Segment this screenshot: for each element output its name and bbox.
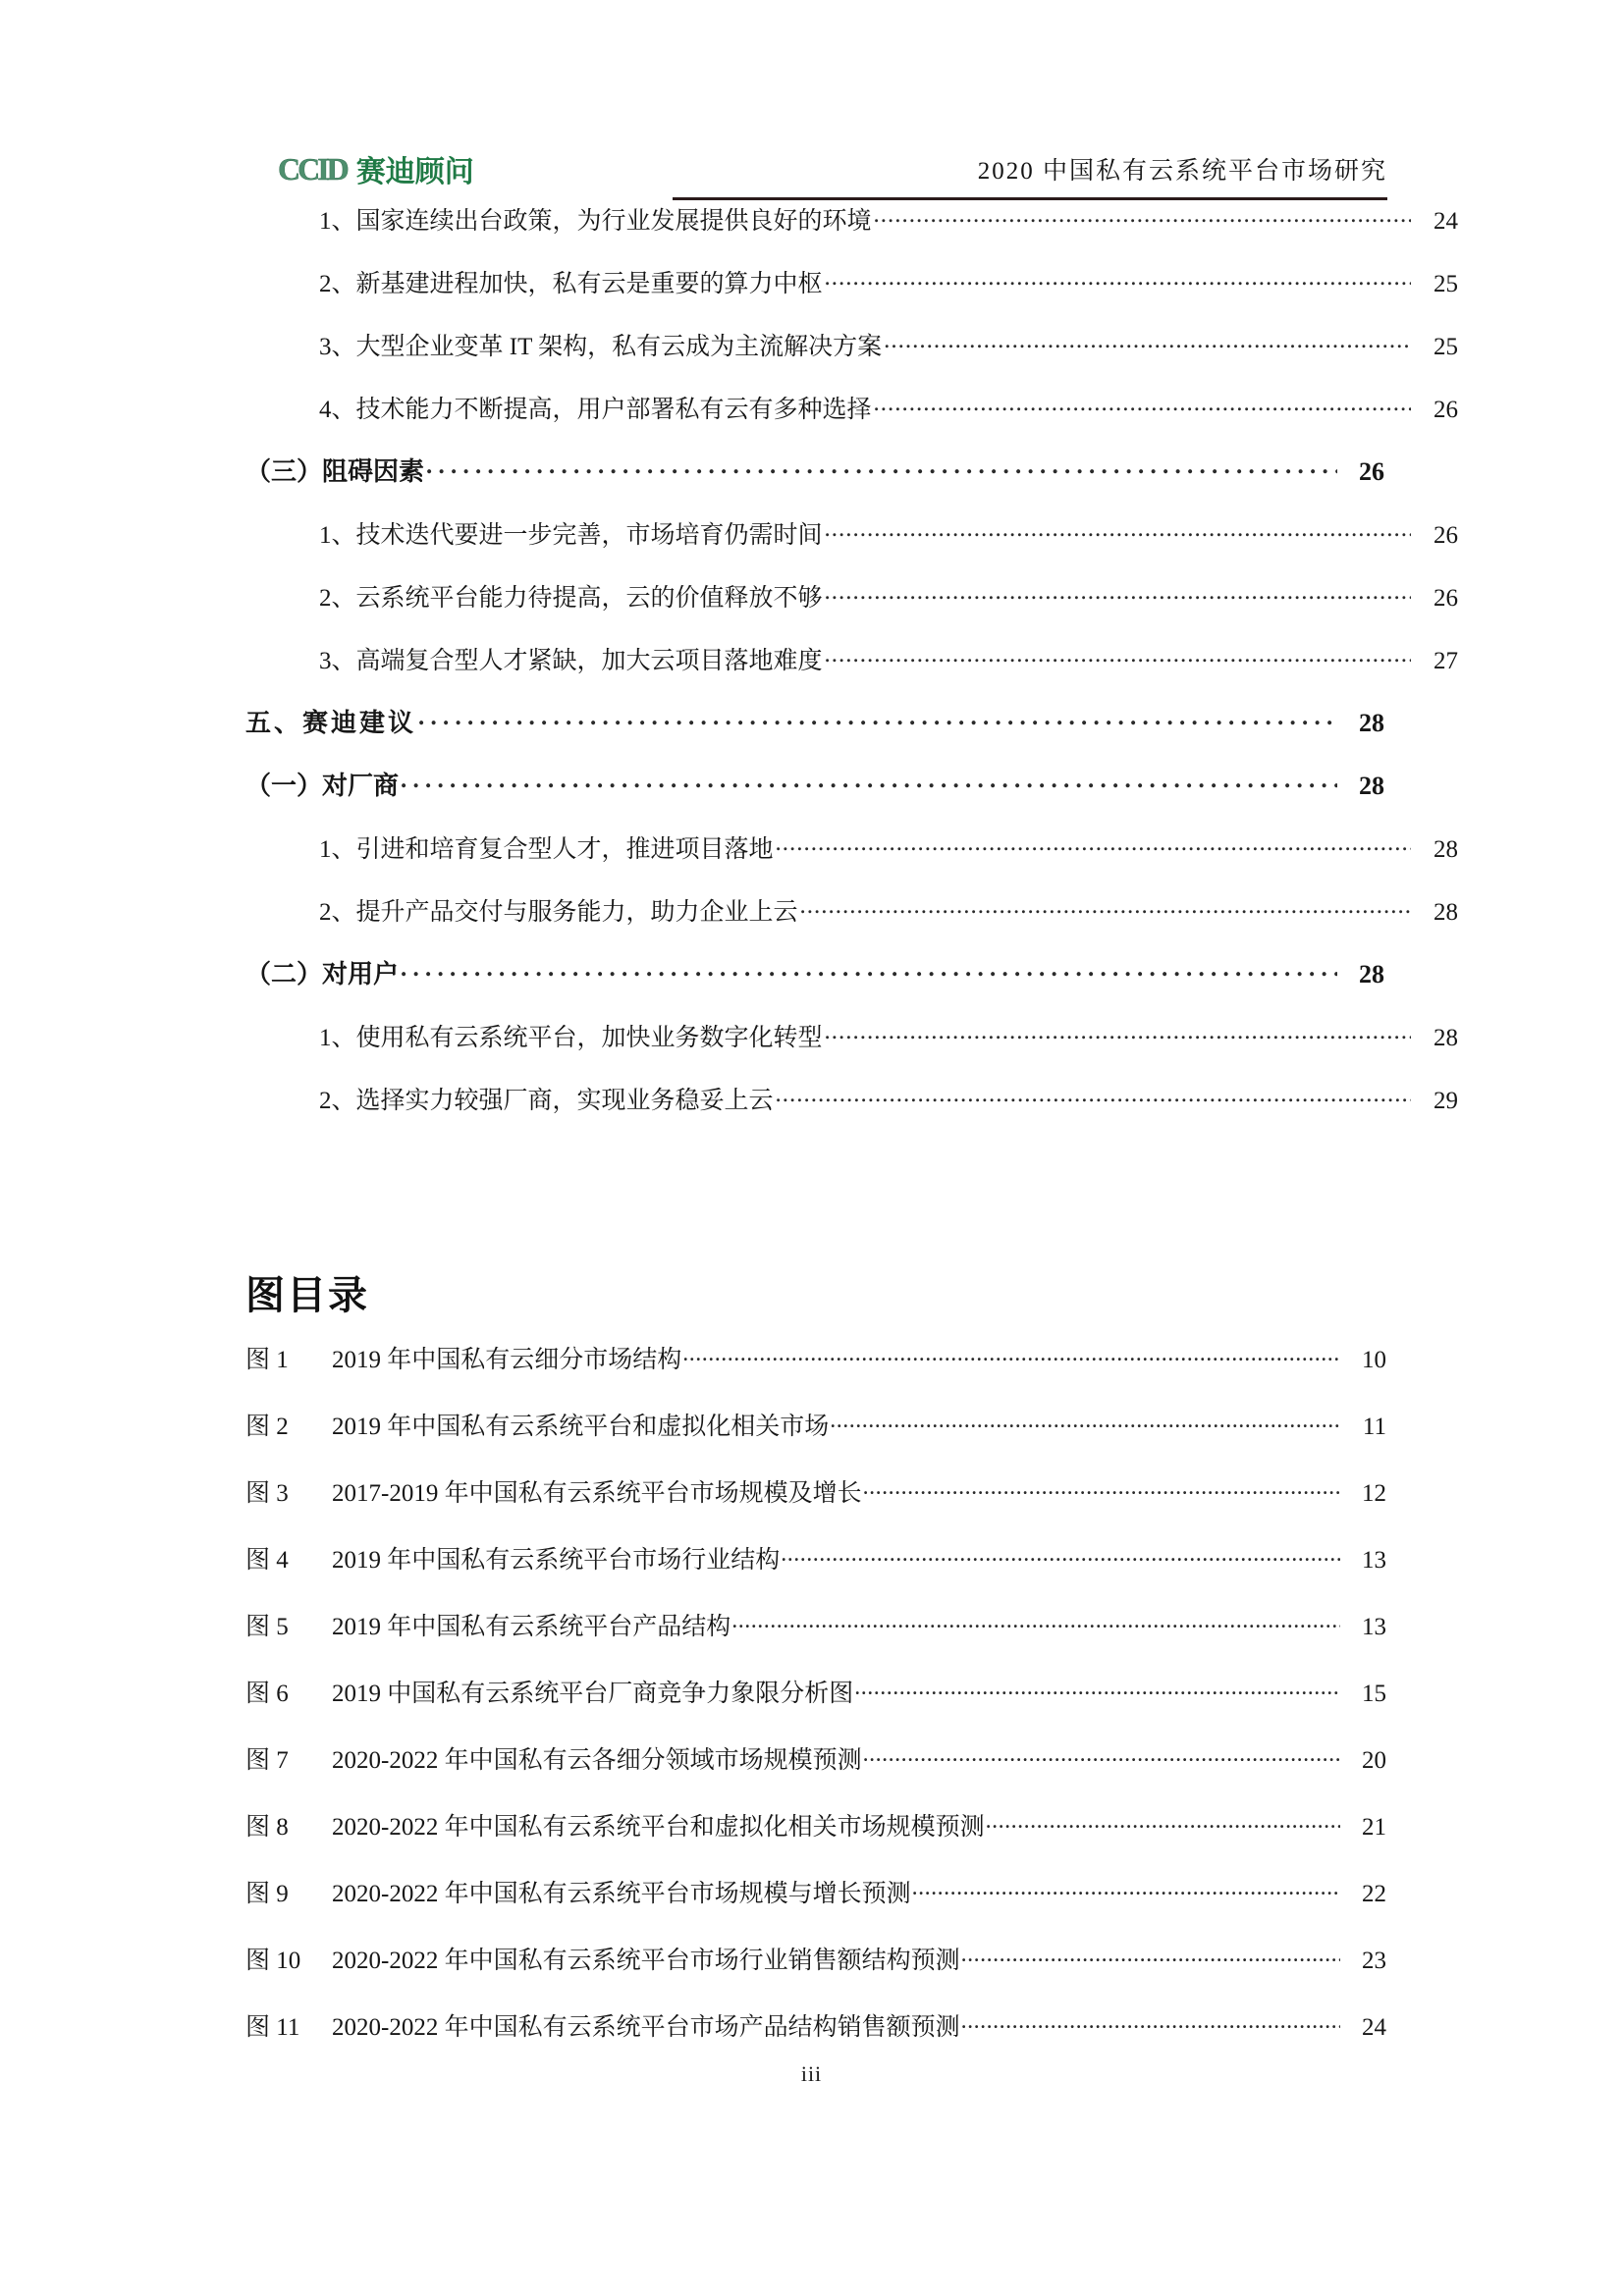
toc-entry-label: 1、国家连续出台政策，为行业发展提供良好的环境 xyxy=(319,208,872,235)
figure-entry[interactable] xyxy=(245,1476,1386,1506)
footer-page-number: iii xyxy=(800,2061,823,2086)
toc-entry-label: 2、提升产品交付与服务能力，助力企业上云 xyxy=(319,899,798,926)
figure-entry-label: 2019 年中国私有云系统平台和虚拟化相关市场 xyxy=(332,1414,830,1440)
toc-entry-page: 26 xyxy=(1359,457,1384,486)
toc-entry[interactable] xyxy=(245,518,1458,548)
dot-leader xyxy=(825,1021,1411,1045)
figure-entry-number: 图 1 xyxy=(245,1347,289,1373)
toc-entry[interactable] xyxy=(245,204,1458,234)
toc-entry-page: 28 xyxy=(1434,1025,1458,1051)
figure-entry[interactable] xyxy=(245,1810,1386,1840)
dot-leader xyxy=(830,1410,1340,1434)
figure-entry-number: 图 3 xyxy=(245,1480,289,1507)
dot-leader xyxy=(401,770,1337,794)
figure-entry-number: 图 4 xyxy=(245,1547,289,1574)
figure-list-heading: 图目录 xyxy=(245,1273,369,1317)
header-divider xyxy=(673,197,1387,200)
toc-entry-page: 26 xyxy=(1434,585,1458,612)
figure-entry[interactable] xyxy=(245,2010,1386,2040)
ccid-logo xyxy=(278,147,474,190)
toc-entry-page: 27 xyxy=(1434,648,1458,674)
figure-entry-page: 22 xyxy=(1362,1881,1386,1907)
dot-leader xyxy=(731,1610,1340,1634)
dot-leader xyxy=(781,1543,1340,1568)
figure-entry-label: 2020-2022 年中国私有云各细分领域市场规模预测 xyxy=(332,1747,862,1774)
toc-entry-page: 28 xyxy=(1434,899,1458,926)
toc-entry-page: 28 xyxy=(1359,709,1384,737)
dot-leader xyxy=(418,707,1337,731)
toc-entry[interactable] xyxy=(245,644,1458,673)
toc-entry[interactable] xyxy=(245,1084,1458,1113)
toc-entry-label: 2、新基建进程加快，私有云是重要的算力中枢 xyxy=(319,271,823,297)
dot-leader xyxy=(776,1084,1411,1108)
toc-entry-page: 28 xyxy=(1434,836,1458,863)
toc-section-entry[interactable] xyxy=(245,455,1384,485)
figure-entry-page: 12 xyxy=(1362,1480,1386,1507)
figure-entry-number: 图 10 xyxy=(245,1948,301,1974)
figure-entry[interactable] xyxy=(245,1410,1386,1439)
toc-entry-label: （一）对厂商 xyxy=(245,772,400,800)
dot-leader xyxy=(825,581,1411,606)
ccid-chinese-name: 赛迪顾问 xyxy=(355,155,474,189)
figure-entry[interactable] xyxy=(245,1743,1386,1773)
figure-entry-label: 2020-2022 年中国私有云系统平台和虚拟化相关市场规模预测 xyxy=(332,1814,985,1841)
dot-leader xyxy=(986,1810,1340,1835)
dot-leader xyxy=(854,1677,1340,1701)
figure-entry[interactable] xyxy=(245,1677,1386,1706)
dot-leader xyxy=(825,267,1411,292)
toc-entry[interactable] xyxy=(245,832,1458,862)
figure-entry-page: 13 xyxy=(1362,1547,1386,1574)
dot-leader xyxy=(961,2010,1340,2035)
figure-entry-number: 图 7 xyxy=(245,1747,289,1774)
toc-entry-page: 25 xyxy=(1434,271,1458,297)
header-report-title: 2020 中国私有云系统平台市场研究 xyxy=(977,158,1387,185)
dot-leader xyxy=(401,958,1337,983)
figure-entry-page: 15 xyxy=(1362,1681,1386,1707)
figure-entry-number: 图 11 xyxy=(245,2014,300,2041)
toc-chapter-entry[interactable] xyxy=(245,707,1384,736)
toc-entry[interactable] xyxy=(245,330,1458,359)
figure-entry-page: 21 xyxy=(1362,1814,1386,1841)
figure-entry-label: 2019 年中国私有云系统平台市场行业结构 xyxy=(332,1547,781,1574)
figure-entry[interactable] xyxy=(245,1543,1386,1573)
toc-entry-label: 2、云系统平台能力待提高，云的价值释放不够 xyxy=(319,585,823,612)
toc-entry-page: 28 xyxy=(1359,960,1384,988)
toc-entry-label: 3、大型企业变革 IT 架构，私有云成为主流解决方案 xyxy=(319,334,883,360)
toc-entry-page: 26 xyxy=(1434,522,1458,549)
toc-section-entry[interactable] xyxy=(245,958,1384,988)
toc-entry[interactable] xyxy=(245,1021,1458,1050)
toc-list xyxy=(245,204,1458,1147)
figure-entry-page: 20 xyxy=(1362,1747,1386,1774)
figure-entry-page: 13 xyxy=(1362,1614,1386,1640)
figure-entry-page: 24 xyxy=(1362,2014,1386,2041)
toc-entry-label: （三）阻碍因素 xyxy=(245,457,425,486)
dot-leader xyxy=(863,1476,1340,1501)
toc-entry[interactable] xyxy=(245,895,1458,925)
toc-entry[interactable] xyxy=(245,267,1458,296)
dot-leader xyxy=(863,1743,1340,1768)
figure-entry-label: 2019 年中国私有云细分市场结构 xyxy=(332,1347,682,1373)
toc-entry-page: 26 xyxy=(1434,397,1458,423)
dot-leader xyxy=(682,1343,1340,1367)
ccid-wordmark-icon: CCID xyxy=(278,150,347,187)
dot-leader xyxy=(874,393,1411,417)
figure-entry[interactable] xyxy=(245,1877,1386,1906)
dot-leader xyxy=(961,1944,1340,1968)
toc-entry-label: 1、引进和培育复合型人才，推进项目落地 xyxy=(319,836,774,863)
figure-entry-number: 图 9 xyxy=(245,1881,289,1907)
dot-leader xyxy=(776,832,1411,857)
page-header xyxy=(278,145,1387,202)
toc-entry-page: 24 xyxy=(1434,208,1458,235)
figure-entry-label: 2020-2022 年中国私有云系统平台市场产品结构销售额预测 xyxy=(332,2014,960,2041)
toc-entry-page: 28 xyxy=(1359,772,1384,800)
dot-leader xyxy=(800,895,1411,920)
toc-entry-label: 2、选择实力较强厂商，实现业务稳妥上云 xyxy=(319,1088,774,1114)
toc-entry-label: 1、技术迭代要进一步完善，市场培育仍需时间 xyxy=(319,522,823,549)
figure-entry-page: 10 xyxy=(1362,1347,1386,1373)
figure-entry-number: 图 8 xyxy=(245,1814,289,1841)
figure-entry-label: 2019 中国私有云系统平台厂商竞争力象限分析图 xyxy=(332,1681,854,1707)
figure-entry-number: 图 2 xyxy=(245,1414,289,1440)
toc-entry[interactable] xyxy=(245,581,1458,611)
figure-entry[interactable] xyxy=(245,1944,1386,1973)
figure-entry-number: 图 6 xyxy=(245,1681,289,1707)
figure-entry-page: 23 xyxy=(1362,1948,1386,1974)
figure-entry-label: 2020-2022 年中国私有云系统平台市场行业销售额结构预测 xyxy=(332,1948,960,1974)
figure-entry-label: 2017-2019 年中国私有云系统平台市场规模及增长 xyxy=(332,1480,862,1507)
figure-entry[interactable] xyxy=(245,1610,1386,1639)
dot-leader xyxy=(884,330,1411,354)
figure-entry-label: 2020-2022 年中国私有云系统平台市场规模与增长预测 xyxy=(332,1881,911,1907)
dot-leader xyxy=(912,1877,1340,1901)
figure-entry[interactable] xyxy=(245,1343,1386,1372)
toc-entry-page: 29 xyxy=(1434,1088,1458,1114)
toc-entry-page: 25 xyxy=(1434,334,1458,360)
toc-entry-label: 4、技术能力不断提高，用户部署私有云有多种选择 xyxy=(319,397,872,423)
toc-entry[interactable] xyxy=(245,393,1458,422)
figure-list xyxy=(245,1343,1386,2077)
dot-leader xyxy=(426,455,1337,480)
figure-entry-label: 2019 年中国私有云系统平台产品结构 xyxy=(332,1614,731,1640)
toc-entry-label: 1、使用私有云系统平台，加快业务数字化转型 xyxy=(319,1025,823,1051)
toc-section-entry[interactable] xyxy=(245,770,1384,799)
toc-entry-label: （二）对用户 xyxy=(245,960,400,988)
figure-entry-page: 11 xyxy=(1362,1414,1386,1440)
toc-entry-label: 3、高端复合型人才紧缺，加大云项目落地难度 xyxy=(319,648,823,674)
toc-entry-label: 五、赛迪建议 xyxy=(245,709,417,737)
dot-leader xyxy=(825,644,1411,668)
dot-leader xyxy=(825,518,1411,543)
figure-entry-number: 图 5 xyxy=(245,1614,289,1640)
dot-leader xyxy=(874,204,1411,229)
